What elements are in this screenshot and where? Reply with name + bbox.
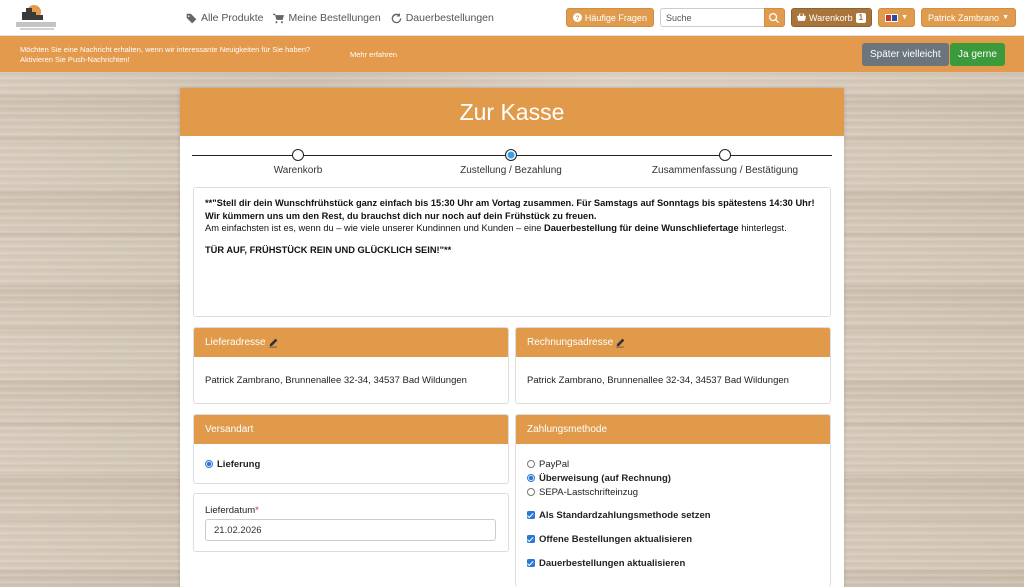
radio-button[interactable] <box>527 474 535 482</box>
checkbox-label: Als Standardzahlungsmethode setzen <box>539 509 711 521</box>
chevron-down-icon: ▼ <box>1002 14 1009 21</box>
user-menu-dropdown[interactable] <box>921 8 1016 27</box>
checkbox[interactable] <box>527 511 535 519</box>
nav-all-products[interactable] <box>186 12 263 24</box>
step-summary[interactable] <box>719 149 731 161</box>
delivery-address-value: Patrick Zambrano, Brunnenallee 32-34, 34537 Bad Wildungen <box>205 375 467 386</box>
maybe-later-button[interactable]: Später vielleicht <box>862 43 949 66</box>
radio-button[interactable] <box>527 488 535 496</box>
info-line4: TÜR AUF, FRÜHSTÜCK REIN UND GLÜCKLICH SEIN!"** <box>205 244 452 255</box>
push-text-line1: Möchten Sie eine Nachricht erhalten, wenn wir interessante Neuigkeiten für Sie haben? <box>20 45 311 54</box>
logo[interactable] <box>12 3 72 33</box>
search-group <box>660 8 785 27</box>
checkbox-update-standing-orders[interactable] <box>527 556 819 570</box>
info-line3 <box>205 222 819 235</box>
user-name: Patrick Zambrano <box>928 12 1000 23</box>
payment-option-sepa[interactable] <box>527 485 819 499</box>
refresh-icon <box>391 13 402 24</box>
question-circle-icon <box>573 13 582 22</box>
checkbox-label: Dauerbestellungen aktualisieren <box>539 557 686 569</box>
top-navbar <box>0 0 1024 36</box>
cart-label: Warenkorb <box>808 12 853 23</box>
info-line2: Wir kümmern uns um den Rest, du brauchst dich nur noch auf dein Frühstück zu freuen. <box>205 210 597 221</box>
checkbox-label: Offene Bestellungen aktualisieren <box>539 533 693 545</box>
step-cart[interactable] <box>292 149 304 161</box>
billing-address-card <box>515 327 831 404</box>
nav-standing-orders-label: Dauerbestellungen <box>405 12 494 24</box>
checkbox-set-default[interactable] <box>527 508 819 522</box>
nav-all-products-label: Alle Produkte <box>201 12 264 24</box>
shipping-method-card <box>193 414 509 484</box>
payment-option-invoice[interactable] <box>527 471 819 485</box>
logo-image <box>12 3 72 33</box>
search-button[interactable] <box>764 8 785 27</box>
shipping-method-header <box>194 415 508 444</box>
checkbox-update-open-orders[interactable] <box>527 532 819 546</box>
billing-address-value: Patrick Zambrano, Brunnenallee 32-34, 34537 Bad Wildungen <box>527 375 789 386</box>
basket-icon <box>797 13 806 22</box>
billing-address-title: Rechnungsadresse <box>527 337 614 348</box>
radio-button[interactable] <box>527 460 535 468</box>
checkout-panel <box>180 88 844 587</box>
step-summary-label: Zusammenfassung / Bestätigung <box>651 165 799 176</box>
info-line3-suffix: hinterlegst. <box>738 223 787 233</box>
faq-label: Häufige Fragen <box>584 12 647 23</box>
cart-count-badge: 1 <box>856 13 866 23</box>
pencil-icon[interactable] <box>615 338 625 348</box>
search-input[interactable] <box>660 8 764 27</box>
payment-method-title: Zahlungsmethode <box>527 424 608 435</box>
nav-my-orders-label: Meine Bestellungen <box>288 12 381 24</box>
delivery-date-label: Lieferdatum <box>205 505 256 516</box>
payment-method-card <box>515 414 831 587</box>
learn-more-link[interactable]: Mehr erfahren <box>350 50 398 59</box>
delivery-address-title: Lieferadresse <box>205 337 266 348</box>
step-cart-label: Warenkorb <box>273 165 323 176</box>
flag-icon <box>885 14 898 22</box>
push-text <box>20 45 310 65</box>
faq-button[interactable] <box>566 8 654 27</box>
checkbox[interactable] <box>527 535 535 543</box>
delivery-address-header <box>194 328 508 357</box>
payment-option-label: Überweisung (auf Rechnung) <box>539 472 671 484</box>
info-line1: **"Stell dir dein Wunschfrühstück ganz einfach bis 15:30 Uhr am Vortag zusammen. Für Samstags auf Sonntags bis spätestens 14:30 Uhr! <box>205 198 815 208</box>
step-delivery-payment-label: Zustellung / Bezahlung <box>460 165 562 176</box>
payment-option-label: SEPA-Lastschrifteinzug <box>539 486 639 498</box>
step-delivery-payment[interactable] <box>505 149 517 161</box>
info-line3-bold: Dauerbestellung für deine Wunschliefertage <box>544 223 739 233</box>
nav-standing-orders[interactable] <box>391 12 494 24</box>
payment-option-label: PayPal <box>539 458 570 470</box>
info-line3-prefix: Am einfachsten ist es, wenn du – wie viele unserer Kundinnen und Kunden – eine <box>205 223 545 233</box>
delivery-date-input[interactable]: 21.02.2026 <box>205 519 496 541</box>
required-marker: * <box>255 505 259 516</box>
push-text-line2: Aktivieren Sie Push-Nachrichten! <box>20 55 130 64</box>
page-title: Zur Kasse <box>180 88 844 136</box>
cart-icon <box>273 13 284 24</box>
shipping-method-title: Versandart <box>205 424 254 435</box>
delivery-date-card <box>193 493 509 552</box>
checkbox[interactable] <box>527 559 535 567</box>
tags-icon <box>186 13 197 24</box>
delivery-address-card <box>193 327 509 404</box>
info-box <box>193 187 831 317</box>
shipping-option-label: Lieferung <box>217 458 261 470</box>
language-dropdown[interactable] <box>878 8 915 27</box>
radio-button[interactable] <box>205 460 213 468</box>
payment-method-header <box>516 415 830 444</box>
cart-button[interactable] <box>791 8 872 27</box>
delivery-date-label-row <box>205 505 497 516</box>
yes-please-button[interactable]: Ja gerne <box>950 43 1005 66</box>
shipping-option-delivery[interactable] <box>205 457 497 471</box>
search-icon <box>769 13 779 23</box>
payment-option-paypal[interactable] <box>527 457 819 471</box>
billing-address-header <box>516 328 830 357</box>
nav-my-orders[interactable] <box>273 12 380 24</box>
pencil-icon[interactable] <box>268 338 278 348</box>
chevron-down-icon: ▼ <box>901 14 909 21</box>
svg-text:?: ? <box>575 14 580 22</box>
